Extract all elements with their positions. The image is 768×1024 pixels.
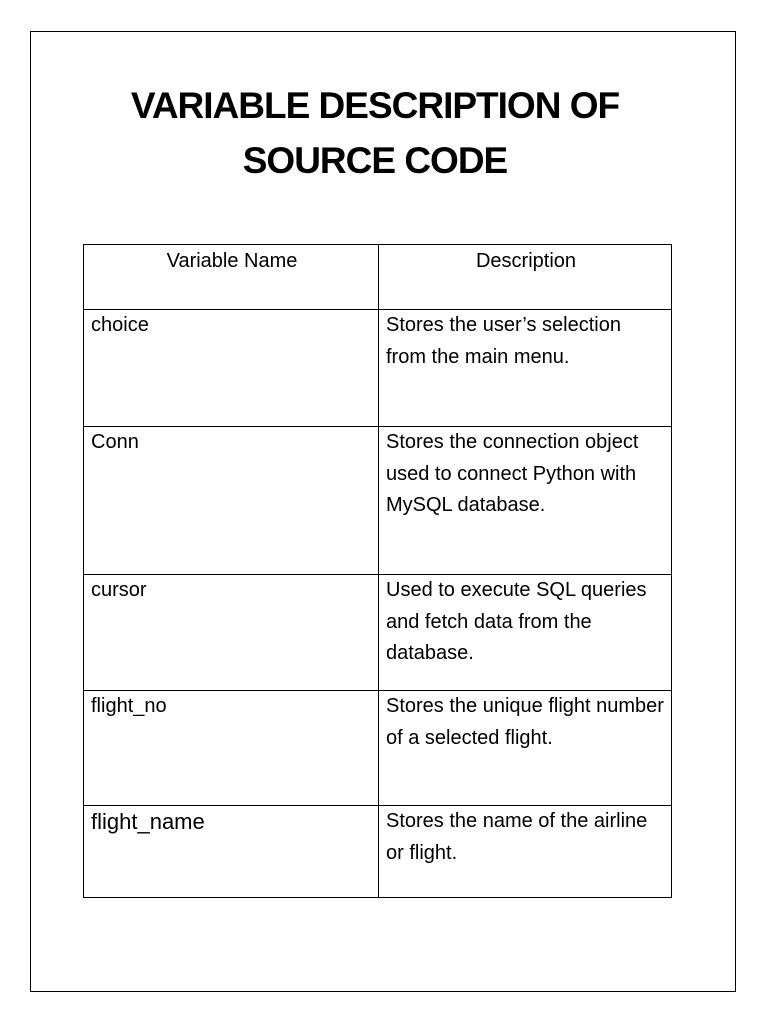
title-line-1: VARIABLE DESCRIPTION OF	[130, 85, 620, 126]
variable-name-cell: choice	[84, 310, 379, 427]
header-description: Description	[379, 245, 672, 310]
description-cell: Stores the connection object used to connect Python with MySQL database.	[379, 427, 672, 575]
header-variable-name: Variable Name	[84, 245, 379, 310]
description-cell: Stores the user’s selection from the main menu.	[379, 310, 672, 427]
description-cell: Used to execute SQL queries and fetch data from the database.	[379, 575, 672, 691]
description-cell: Stores the unique flight number of a selected flight.	[379, 691, 672, 806]
variable-name-cell: flight_name	[84, 806, 379, 898]
title-line-2: SOURCE CODE	[242, 140, 508, 181]
table-row	[84, 691, 672, 806]
variable-name-cell: flight_no	[84, 691, 379, 806]
table-header-row	[84, 245, 672, 310]
variable-table	[83, 244, 672, 898]
table-row	[84, 427, 672, 575]
variable-name-cell: cursor	[84, 575, 379, 691]
document-title	[40, 78, 710, 188]
table-row	[84, 310, 672, 427]
variable-name-cell: Conn	[84, 427, 379, 575]
table-row	[84, 806, 672, 898]
table-row	[84, 575, 672, 691]
description-cell: Stores the name of the airline or flight.	[379, 806, 672, 898]
